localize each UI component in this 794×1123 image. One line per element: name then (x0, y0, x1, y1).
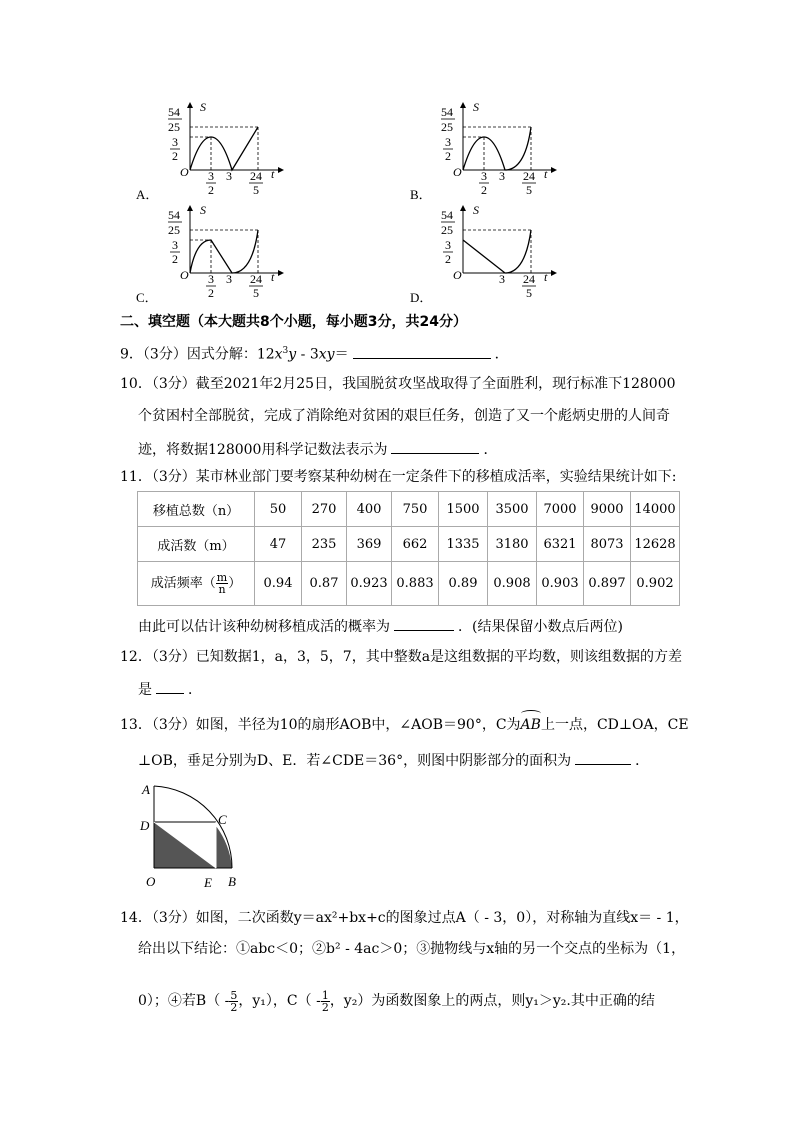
x-three: 3 (499, 272, 505, 286)
question-10-line-2: 个贫困村全部脱贫，完成了消除绝对贫困的艰巨任务，创造了又一个彪炳史册的人间奇 (138, 408, 670, 424)
table-cell: 0.89 (439, 562, 488, 606)
question-14-line-2: 给出以下结论：①abc＜0；②b² - 4ac＞0；③抛物线与x轴的另一个交点的坐标为（1， (138, 941, 686, 957)
survival-table (137, 491, 680, 606)
y-mid-num: 3 (172, 238, 178, 252)
y-top-den: 25 (168, 120, 180, 134)
y-top-num: 54 (441, 105, 453, 119)
label-c: C (218, 812, 227, 827)
question-11-after: 由此可以估计该种幼树移植成活的概率为 ．(结果保留小数点后两位) (138, 616, 623, 636)
x-half-den: 2 (208, 183, 214, 196)
x-end-den: 5 (526, 183, 532, 196)
y-mid-den: 2 (172, 149, 178, 163)
question-12-line-1: 12．（3分）已知数据1，a，3，5，7，其中整数a是这组数据的平均数，则该组数据的方差 (120, 649, 683, 665)
table-cell: 9000 (584, 492, 631, 527)
y-top-den: 25 (441, 223, 453, 237)
curve-c (190, 230, 258, 273)
question-10-line-1: 10．（3分）截至2021年2月25日，我国脱贫攻坚战取得了全面胜利，现行标准下128000 (120, 376, 676, 392)
y-mid-num: 3 (445, 135, 451, 149)
table-cell: 0.923 (347, 562, 392, 606)
table-cell: 7000 (537, 492, 584, 527)
x-end-den: 5 (526, 286, 532, 299)
axis-s: S (473, 203, 479, 217)
sector-diagram (138, 780, 248, 892)
question-9: 9．（3分）因式分解：$12x^3y - 3xy=$ ． (120, 342, 509, 364)
x-end-den: 5 (253, 183, 259, 196)
y-mid-num: 3 (445, 238, 451, 252)
table-cell: 0.908 (488, 562, 537, 606)
table-row (138, 562, 680, 606)
table-cell: 0.897 (584, 562, 631, 606)
table-cell: 12628 (631, 527, 680, 562)
table-cell: 270 (302, 492, 347, 527)
curve-a (190, 127, 258, 170)
arc-ab: AB (520, 717, 541, 733)
question-13-line-1: 13．（3分）如图，半径为10的扇形AOB中，∠AOB＝90°，C为AB 上一点，CD⊥OA，CE (120, 716, 689, 734)
table-cell: 1500 (439, 492, 488, 527)
fraction: $\frac{5}{2}$ (230, 988, 238, 1014)
x-end-den: 5 (253, 286, 259, 299)
table-cell: 235 (302, 527, 347, 562)
question-10-line-3: 迹，将数据128000用科学记数法表示为 ． (138, 439, 497, 459)
table-cell: 14000 (631, 492, 680, 527)
y-top-num: 54 (168, 105, 180, 119)
table-cell: 369 (347, 527, 392, 562)
y-top-num: 54 (168, 208, 180, 222)
table-cell: 6321 (537, 527, 584, 562)
label-b: B (228, 874, 236, 889)
x-end-num: 24 (250, 272, 262, 286)
axis-t: t (544, 270, 548, 284)
x-three: 3 (226, 272, 232, 286)
graph-option-d (433, 203, 563, 299)
fraction: $\frac{1}{2}$ (321, 988, 329, 1014)
axis-t: t (271, 270, 275, 284)
axis-t: t (544, 167, 548, 181)
row-label: 移植总数（n） (138, 492, 255, 527)
question-13-line-2: ⊥OB，垂足分别为D、E．若∠CDE＝36°，则图中阴影部分的面积为 ． (138, 750, 649, 770)
y-mid-den: 2 (445, 149, 451, 163)
table-cell: 3500 (488, 492, 537, 527)
axis-s: S (200, 203, 206, 217)
table-cell: 400 (347, 492, 392, 527)
row-label: 成活频率（ $\frac{m}{n}$ ） (138, 562, 255, 606)
fraction: $\frac{m}{n}$ (216, 571, 228, 596)
axis-s: S (473, 100, 479, 114)
graph-option-a (160, 100, 290, 196)
curve-b (463, 127, 531, 170)
table-row (138, 492, 680, 527)
table-cell: 0.87 (302, 562, 347, 606)
table-cell: 3180 (488, 527, 537, 562)
label-e: E (204, 875, 212, 890)
option-b-label[interactable]: B． (410, 187, 432, 202)
table-cell: 662 (392, 527, 439, 562)
question-14-line-3: 0）；④若B（ - $\frac{5}{2}$ ，y₁），C（ - $\frac{1}{2}$ ，y₂）为函数图象上的两点，则y₁＞y₂.其中正确的结 (138, 988, 655, 1014)
origin: O (453, 268, 462, 282)
y-top-den: 25 (441, 120, 453, 134)
option-a-label[interactable]: A． (136, 187, 159, 202)
x-half-den: 2 (481, 183, 487, 196)
x-three: 3 (499, 169, 505, 183)
answer-blank-9[interactable] (353, 344, 491, 359)
table-cell: 47 (255, 527, 302, 562)
origin: O (180, 268, 189, 282)
x-end-num: 24 (523, 272, 535, 286)
table-cell: 8073 (584, 527, 631, 562)
x-half-den: 2 (208, 286, 214, 299)
answer-blank-10[interactable] (391, 439, 479, 454)
y-mid-den: 2 (445, 252, 451, 266)
y-mid-den: 2 (172, 252, 178, 266)
question-14-line-1: 14．（3分）如图，二次函数y＝ax²+bx+c的图象过点A（ - 3，0），对称轴为直线x＝ - 1， (120, 910, 689, 926)
x-end-num: 24 (250, 169, 262, 183)
option-d-label[interactable]: D． (410, 290, 433, 305)
axis-s: S (200, 100, 206, 114)
table-cell: 0.903 (537, 562, 584, 606)
graph-option-b (433, 100, 563, 196)
table-cell: 50 (255, 492, 302, 527)
option-c-label[interactable]: C． (136, 290, 158, 305)
y-top-den: 25 (168, 223, 180, 237)
answer-blank-13[interactable] (575, 750, 631, 765)
table-cell: 1335 (439, 527, 488, 562)
x-half-num: 3 (208, 169, 214, 183)
table-cell: 0.902 (631, 562, 680, 606)
table-cell: 0.883 (392, 562, 439, 606)
curve-d (463, 230, 531, 273)
x-end-num: 24 (523, 169, 535, 183)
axis-t: t (271, 167, 275, 181)
graph-option-c (160, 203, 290, 299)
origin: O (453, 165, 462, 179)
answer-blank-12[interactable] (156, 679, 184, 694)
table-row (138, 527, 680, 562)
table-cell: 0.94 (255, 562, 302, 606)
arc-mark (521, 710, 541, 717)
y-mid-num: 3 (172, 135, 178, 149)
row-label: 成活数（m） (138, 527, 255, 562)
answer-blank-11[interactable] (394, 616, 454, 631)
label-d: D (140, 818, 150, 833)
origin: O (180, 165, 189, 179)
x-half-num: 3 (208, 272, 214, 286)
x-three: 3 (226, 169, 232, 183)
label-a: A (142, 782, 150, 797)
question-12-line-2: 是 ． (138, 679, 202, 699)
y-top-num: 54 (441, 208, 453, 222)
x-half-num: 3 (481, 169, 487, 183)
question-11-line-1: 11．（3分）某市林业部门要考察某种幼树在一定条件下的移植成活率，实验结果统计如下: (120, 469, 677, 485)
table-cell: 750 (392, 492, 439, 527)
label-o: O (146, 874, 156, 889)
section-heading: 二、填空题（本大题共8个小题，每小题3分，共24分） (120, 314, 467, 330)
